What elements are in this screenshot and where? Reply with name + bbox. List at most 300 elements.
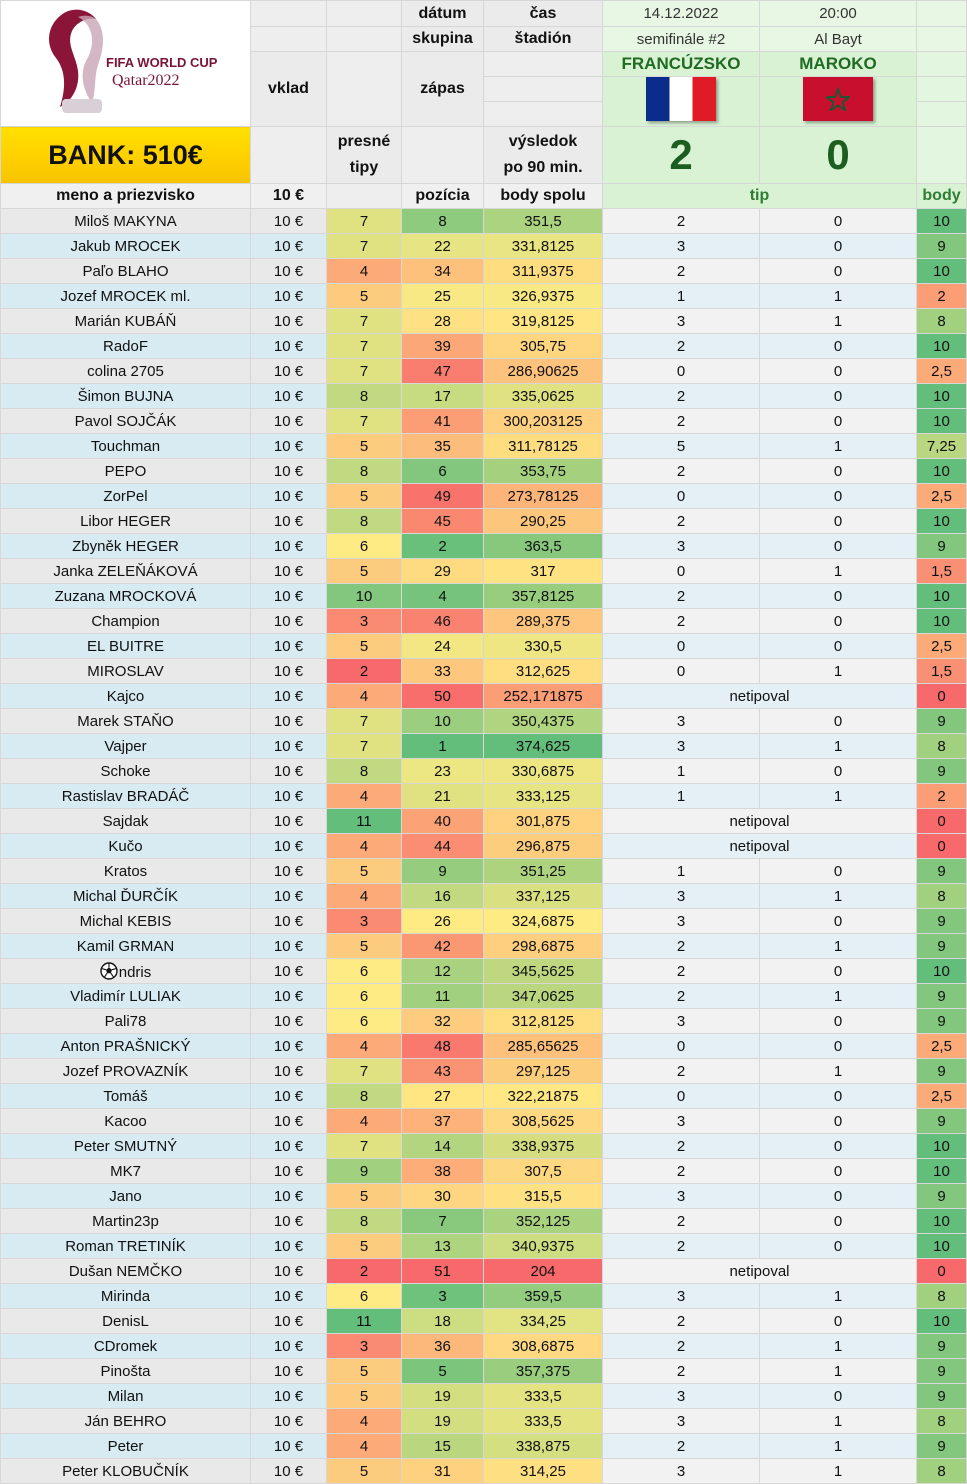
position-cell: 47 — [402, 359, 484, 384]
score-away: 0 — [760, 127, 917, 184]
total-points-cell: 326,9375 — [484, 284, 603, 309]
table-row — [1, 534, 967, 559]
table-row — [1, 759, 967, 784]
exact-tips-cell: 5 — [327, 859, 402, 884]
player-name: PEPO — [1, 459, 251, 484]
player-name: Milan — [1, 1384, 251, 1409]
table-row — [1, 1234, 967, 1259]
stake-cell: 10 € — [251, 359, 327, 384]
tip-away-cell: 0 — [760, 334, 917, 359]
player-name: Pali78 — [1, 1009, 251, 1034]
tip-away-cell: 1 — [760, 284, 917, 309]
match-points-cell: 9 — [917, 1009, 967, 1034]
table-row — [1, 1209, 967, 1234]
table-row — [1, 259, 967, 284]
table-row — [1, 309, 967, 334]
exact-tips-cell: 8 — [327, 384, 402, 409]
total-points-cell: 374,625 — [484, 734, 603, 759]
tip-home-cell: 5 — [603, 434, 760, 459]
total-points-cell: 312,625 — [484, 659, 603, 684]
exact-tips-cell: 6 — [327, 984, 402, 1009]
table-row — [1, 1309, 967, 1334]
tip-home-cell: 2 — [603, 384, 760, 409]
col-header-name: meno a priezvisko — [1, 184, 251, 209]
table-row — [1, 959, 967, 984]
player-name: Michal KEBIS — [1, 909, 251, 934]
match-points-cell: 2,5 — [917, 484, 967, 509]
stake-cell: 10 € — [251, 1334, 327, 1359]
team-away-name: MAROKO — [760, 52, 917, 77]
position-cell: 38 — [402, 1159, 484, 1184]
position-cell: 5 — [402, 1359, 484, 1384]
total-points-cell: 305,75 — [484, 334, 603, 359]
exact-tips-cell: 7 — [327, 209, 402, 234]
match-points-cell: 10 — [917, 409, 967, 434]
label-zapas: zápas — [402, 52, 484, 127]
stake-cell: 10 € — [251, 1134, 327, 1159]
stake-cell: 10 € — [251, 809, 327, 834]
tip-home-cell: 0 — [603, 1034, 760, 1059]
stake-cell: 10 € — [251, 1084, 327, 1109]
position-cell: 8 — [402, 209, 484, 234]
total-points-cell: 357,375 — [484, 1359, 603, 1384]
tip-home-cell: 0 — [603, 659, 760, 684]
total-points-cell: 308,6875 — [484, 1334, 603, 1359]
total-points-cell: 337,125 — [484, 884, 603, 909]
table-row — [1, 409, 967, 434]
exact-tips-cell: 4 — [327, 884, 402, 909]
total-points-cell: 330,5 — [484, 634, 603, 659]
player-name: Miloš MAKYNA — [1, 209, 251, 234]
tip-away-cell: 0 — [760, 1209, 917, 1234]
exact-tips-cell: 2 — [327, 659, 402, 684]
tip-away-cell: 1 — [760, 1284, 917, 1309]
match-points-cell: 10 — [917, 584, 967, 609]
tip-away-cell: 1 — [760, 934, 917, 959]
stake-cell: 10 € — [251, 1259, 327, 1284]
exact-tips-cell: 7 — [327, 234, 402, 259]
table-row — [1, 1334, 967, 1359]
position-cell: 51 — [402, 1259, 484, 1284]
table-row — [1, 559, 967, 584]
exact-tips-cell: 5 — [327, 559, 402, 584]
tip-away-cell: 1 — [760, 784, 917, 809]
exact-tips-cell: 4 — [327, 1109, 402, 1134]
table-row — [1, 934, 967, 959]
exact-tips-cell: 5 — [327, 1384, 402, 1409]
total-points-cell: 334,25 — [484, 1309, 603, 1334]
tip-home-cell: 1 — [603, 859, 760, 884]
match-points-cell: 1,5 — [917, 659, 967, 684]
table-row — [1, 1284, 967, 1309]
tip-away-cell: 0 — [760, 509, 917, 534]
tip-home-cell: 1 — [603, 784, 760, 809]
stake-cell: 10 € — [251, 1209, 327, 1234]
total-points-cell: 338,9375 — [484, 1134, 603, 1159]
total-points-cell: 301,875 — [484, 809, 603, 834]
position-cell: 12 — [402, 959, 484, 984]
exact-tips-cell: 10 — [327, 584, 402, 609]
position-cell: 48 — [402, 1034, 484, 1059]
player-name: Jakub MROCEK — [1, 234, 251, 259]
player-name: Rastislav BRADÁČ — [1, 784, 251, 809]
player-name: ZorPel — [1, 484, 251, 509]
table-row — [1, 684, 967, 709]
player-name: Zuzana MROCKOVÁ — [1, 584, 251, 609]
player-name: DenisL — [1, 1309, 251, 1334]
position-cell: 50 — [402, 684, 484, 709]
player-name: Kratos — [1, 859, 251, 884]
table-row — [1, 1009, 967, 1034]
table-row — [1, 984, 967, 1009]
tip-away-cell: 1 — [760, 309, 917, 334]
position-cell: 28 — [402, 309, 484, 334]
match-points-cell: 10 — [917, 509, 967, 534]
player-name: Šimon BUJNA — [1, 384, 251, 409]
team-home-name: FRANCÚZSKO — [603, 52, 760, 77]
stake-cell: 10 € — [251, 1384, 327, 1409]
stake-cell: 10 € — [251, 1009, 327, 1034]
player-name: RadoF — [1, 334, 251, 359]
match-points-cell: 9 — [917, 984, 967, 1009]
match-points-cell: 0 — [917, 684, 967, 709]
total-points-cell: 286,90625 — [484, 359, 603, 384]
stake-cell: 10 € — [251, 834, 327, 859]
tip-away-cell: 0 — [760, 359, 917, 384]
tip-home-cell: 3 — [603, 309, 760, 334]
exact-tips-cell: 11 — [327, 809, 402, 834]
total-points-cell: 315,5 — [484, 1184, 603, 1209]
tip-home-cell: 2 — [603, 584, 760, 609]
position-cell: 24 — [402, 634, 484, 659]
tip-away-cell: 0 — [760, 759, 917, 784]
table-row — [1, 1459, 967, 1484]
stake-cell: 10 € — [251, 1284, 327, 1309]
tip-away-cell: 0 — [760, 259, 917, 284]
tip-home-cell: 3 — [603, 1409, 760, 1434]
position-cell: 15 — [402, 1434, 484, 1459]
position-cell: 35 — [402, 434, 484, 459]
player-name: Libor HEGER — [1, 509, 251, 534]
player-name: Martin23p — [1, 1209, 251, 1234]
match-points-cell: 8 — [917, 309, 967, 334]
match-points-cell: 10 — [917, 1309, 967, 1334]
match-points-cell: 10 — [917, 259, 967, 284]
player-name: Jozef PROVAZNÍK — [1, 1059, 251, 1084]
tip-away-cell: 0 — [760, 459, 917, 484]
total-points-cell: 338,875 — [484, 1434, 603, 1459]
stake-cell: 10 € — [251, 434, 327, 459]
tip-away-cell: 0 — [760, 1009, 917, 1034]
exact-tips-cell: 4 — [327, 1034, 402, 1059]
position-cell: 17 — [402, 384, 484, 409]
stake-cell: 10 € — [251, 1034, 327, 1059]
position-cell: 7 — [402, 1209, 484, 1234]
total-points-cell: 204 — [484, 1259, 603, 1284]
exact-tips-cell: 6 — [327, 1009, 402, 1034]
player-name: Jozef MROCEK ml. — [1, 284, 251, 309]
total-points-cell: 307,5 — [484, 1159, 603, 1184]
position-cell: 43 — [402, 1059, 484, 1084]
player-name: Champion — [1, 609, 251, 634]
player-name: Peter SMUTNÝ — [1, 1134, 251, 1159]
exact-tips-cell: 7 — [327, 334, 402, 359]
total-points-cell: 273,78125 — [484, 484, 603, 509]
exact-tips-cell: 7 — [327, 1134, 402, 1159]
position-cell: 34 — [402, 259, 484, 284]
exact-tips-cell: 5 — [327, 1234, 402, 1259]
match-points-cell: 2,5 — [917, 1084, 967, 1109]
tip-away-cell: 0 — [760, 484, 917, 509]
player-name: Mirinda — [1, 1284, 251, 1309]
stake-cell: 10 € — [251, 609, 327, 634]
player-name: Peter — [1, 1434, 251, 1459]
tip-away-cell: 0 — [760, 909, 917, 934]
tip-away-cell: 0 — [760, 1109, 917, 1134]
stake-cell: 10 € — [251, 1234, 327, 1259]
stake-cell: 10 € — [251, 634, 327, 659]
label-vysledok: výsledok po 90 min. — [484, 127, 603, 184]
match-points-cell: 9 — [917, 1184, 967, 1209]
exact-tips-cell: 4 — [327, 834, 402, 859]
label-presne-tipy: presné tipy — [327, 127, 402, 184]
total-points-cell: 312,8125 — [484, 1009, 603, 1034]
player-name: Roman TRETINÍK — [1, 1234, 251, 1259]
tip-home-cell: 0 — [603, 1084, 760, 1109]
exact-tips-cell: 7 — [327, 309, 402, 334]
exact-tips-cell: 5 — [327, 934, 402, 959]
player-name: Pavol SOJČÁK — [1, 409, 251, 434]
exact-tips-cell: 6 — [327, 534, 402, 559]
position-cell: 11 — [402, 984, 484, 1009]
match-points-cell: 9 — [917, 759, 967, 784]
position-cell: 22 — [402, 234, 484, 259]
total-points-cell: 340,9375 — [484, 1234, 603, 1259]
tip-cell: netipoval — [603, 684, 917, 709]
tip-home-cell: 2 — [603, 334, 760, 359]
player-name: CDromek — [1, 1334, 251, 1359]
stake-cell: 10 € — [251, 559, 327, 584]
tip-away-cell: 0 — [760, 409, 917, 434]
player-name: Marián KUBÁŇ — [1, 309, 251, 334]
match-points-cell: 9 — [917, 1109, 967, 1134]
tip-away-cell: 0 — [760, 1184, 917, 1209]
match-points-cell: 9 — [917, 234, 967, 259]
stake-cell: 10 € — [251, 659, 327, 684]
stake-cell: 10 € — [251, 384, 327, 409]
match-points-cell: 10 — [917, 1159, 967, 1184]
player-name: Jano — [1, 1184, 251, 1209]
stake-cell: 10 € — [251, 1359, 327, 1384]
tip-away-cell: 1 — [760, 559, 917, 584]
player-name: Kučo — [1, 834, 251, 859]
total-points-cell: 289,375 — [484, 609, 603, 634]
match-points-cell: 10 — [917, 609, 967, 634]
player-name: Paľo BLAHO — [1, 259, 251, 284]
position-cell: 46 — [402, 609, 484, 634]
exact-tips-cell: 3 — [327, 909, 402, 934]
exact-tips-cell: 5 — [327, 634, 402, 659]
player-name-text: ndris — [118, 963, 152, 981]
table-row — [1, 1384, 967, 1409]
tip-away-cell: 0 — [760, 384, 917, 409]
exact-tips-cell: 7 — [327, 734, 402, 759]
tip-away-cell: 0 — [760, 1034, 917, 1059]
total-points-cell: 300,203125 — [484, 409, 603, 434]
stake-cell: 10 € — [251, 709, 327, 734]
svg-text:FIFA WORLD CUP: FIFA WORLD CUP — [105, 54, 217, 70]
exact-tips-cell: 11 — [327, 1309, 402, 1334]
player-name: Schoke — [1, 759, 251, 784]
exact-tips-cell: 2 — [327, 1259, 402, 1284]
tip-home-cell: 3 — [603, 534, 760, 559]
table-row — [1, 509, 967, 534]
player-name: Zbyněk HEGER — [1, 534, 251, 559]
stake-cell: 10 € — [251, 1309, 327, 1334]
total-points-cell: 311,78125 — [484, 434, 603, 459]
tip-home-cell: 2 — [603, 409, 760, 434]
match-points-cell: 8 — [917, 734, 967, 759]
table-row — [1, 459, 967, 484]
total-points-cell: 363,5 — [484, 534, 603, 559]
table-row — [1, 1434, 967, 1459]
position-cell: 41 — [402, 409, 484, 434]
tip-home-cell: 2 — [603, 984, 760, 1009]
table-row — [1, 334, 967, 359]
match-points-cell: 9 — [917, 909, 967, 934]
stake-cell: 10 € — [251, 1409, 327, 1434]
tip-home-cell: 2 — [603, 259, 760, 284]
player-name: Dušan NEMČKO — [1, 1259, 251, 1284]
exact-tips-cell: 7 — [327, 1059, 402, 1084]
stake-cell: 10 € — [251, 884, 327, 909]
total-points-cell: 351,5 — [484, 209, 603, 234]
position-cell: 36 — [402, 1334, 484, 1359]
stake-cell: 10 € — [251, 1459, 327, 1484]
tip-away-cell: 1 — [760, 1409, 917, 1434]
tip-home-cell: 2 — [603, 209, 760, 234]
total-points-cell: 296,875 — [484, 834, 603, 859]
match-points-cell: 8 — [917, 1409, 967, 1434]
tip-away-cell: 1 — [760, 1434, 917, 1459]
table-row — [1, 1059, 967, 1084]
table-row — [1, 1259, 967, 1284]
match-stage: semifinále #2 — [603, 27, 760, 52]
table-row — [1, 1359, 967, 1384]
tip-away-cell: 0 — [760, 584, 917, 609]
france-flag-icon — [646, 77, 716, 121]
total-points-cell: 297,125 — [484, 1059, 603, 1084]
position-cell: 45 — [402, 509, 484, 534]
match-points-cell: 9 — [917, 934, 967, 959]
stake-cell: 10 € — [251, 1059, 327, 1084]
player-name — [1, 959, 251, 984]
match-points-cell: 10 — [917, 1134, 967, 1159]
tip-home-cell: 2 — [603, 1434, 760, 1459]
match-points-cell: 9 — [917, 709, 967, 734]
match-points-cell: 9 — [917, 1359, 967, 1384]
position-cell: 31 — [402, 1459, 484, 1484]
position-cell: 2 — [402, 534, 484, 559]
total-points-cell: 350,4375 — [484, 709, 603, 734]
tip-home-cell: 1 — [603, 759, 760, 784]
tip-away-cell: 1 — [760, 734, 917, 759]
match-points-cell: 10 — [917, 334, 967, 359]
table-row — [1, 609, 967, 634]
stake-cell: 10 € — [251, 284, 327, 309]
match-stadium: Al Bayt — [760, 27, 917, 52]
tip-home-cell: 0 — [603, 484, 760, 509]
table-row — [1, 734, 967, 759]
total-points-cell: 311,9375 — [484, 259, 603, 284]
total-points-cell: 333,5 — [484, 1409, 603, 1434]
total-points-cell: 290,25 — [484, 509, 603, 534]
tip-away-cell: 1 — [760, 884, 917, 909]
total-points-cell: 252,171875 — [484, 684, 603, 709]
soccer-ball-icon — [100, 962, 118, 980]
stake-cell: 10 € — [251, 684, 327, 709]
table-row — [1, 1184, 967, 1209]
tip-away-cell: 1 — [760, 1359, 917, 1384]
exact-tips-cell: 5 — [327, 284, 402, 309]
tip-away-cell: 0 — [760, 634, 917, 659]
col-header-tip: tip — [603, 184, 917, 209]
tip-home-cell: 3 — [603, 1384, 760, 1409]
position-cell: 39 — [402, 334, 484, 359]
stake-cell: 10 € — [251, 784, 327, 809]
label-cas: čas — [484, 1, 603, 27]
position-cell: 30 — [402, 1184, 484, 1209]
stake-cell: 10 € — [251, 209, 327, 234]
total-points-cell: 357,8125 — [484, 584, 603, 609]
match-points-cell: 2 — [917, 284, 967, 309]
match-points-cell: 10 — [917, 959, 967, 984]
player-name: Kamil GRMAN — [1, 934, 251, 959]
position-cell: 44 — [402, 834, 484, 859]
exact-tips-cell: 4 — [327, 684, 402, 709]
tip-home-cell: 2 — [603, 959, 760, 984]
total-points-cell: 333,125 — [484, 784, 603, 809]
match-points-cell: 9 — [917, 1334, 967, 1359]
tip-home-cell: 2 — [603, 459, 760, 484]
position-cell: 29 — [402, 559, 484, 584]
total-points-cell: 330,6875 — [484, 759, 603, 784]
stake-cell: 10 € — [251, 909, 327, 934]
total-points-cell: 317 — [484, 559, 603, 584]
tip-home-cell: 2 — [603, 1209, 760, 1234]
svg-text:Qatar2022: Qatar2022 — [111, 71, 180, 89]
exact-tips-cell: 5 — [327, 1359, 402, 1384]
table-row — [1, 634, 967, 659]
match-points-cell: 10 — [917, 459, 967, 484]
total-points-cell: 324,6875 — [484, 909, 603, 934]
exact-tips-cell: 6 — [327, 1284, 402, 1309]
player-name: EL BUITRE — [1, 634, 251, 659]
position-cell: 37 — [402, 1109, 484, 1134]
tip-home-cell: 3 — [603, 1109, 760, 1134]
tip-away-cell: 0 — [760, 709, 917, 734]
exact-tips-cell: 8 — [327, 1084, 402, 1109]
label-skupina: skupina — [402, 27, 484, 52]
match-points-cell: 2,5 — [917, 1034, 967, 1059]
stake-cell: 10 € — [251, 859, 327, 884]
tip-home-cell: 0 — [603, 359, 760, 384]
total-points-cell: 322,21875 — [484, 1084, 603, 1109]
total-points-cell: 314,25 — [484, 1459, 603, 1484]
table-row — [1, 784, 967, 809]
tip-away-cell: 0 — [760, 209, 917, 234]
match-points-cell: 9 — [917, 1434, 967, 1459]
